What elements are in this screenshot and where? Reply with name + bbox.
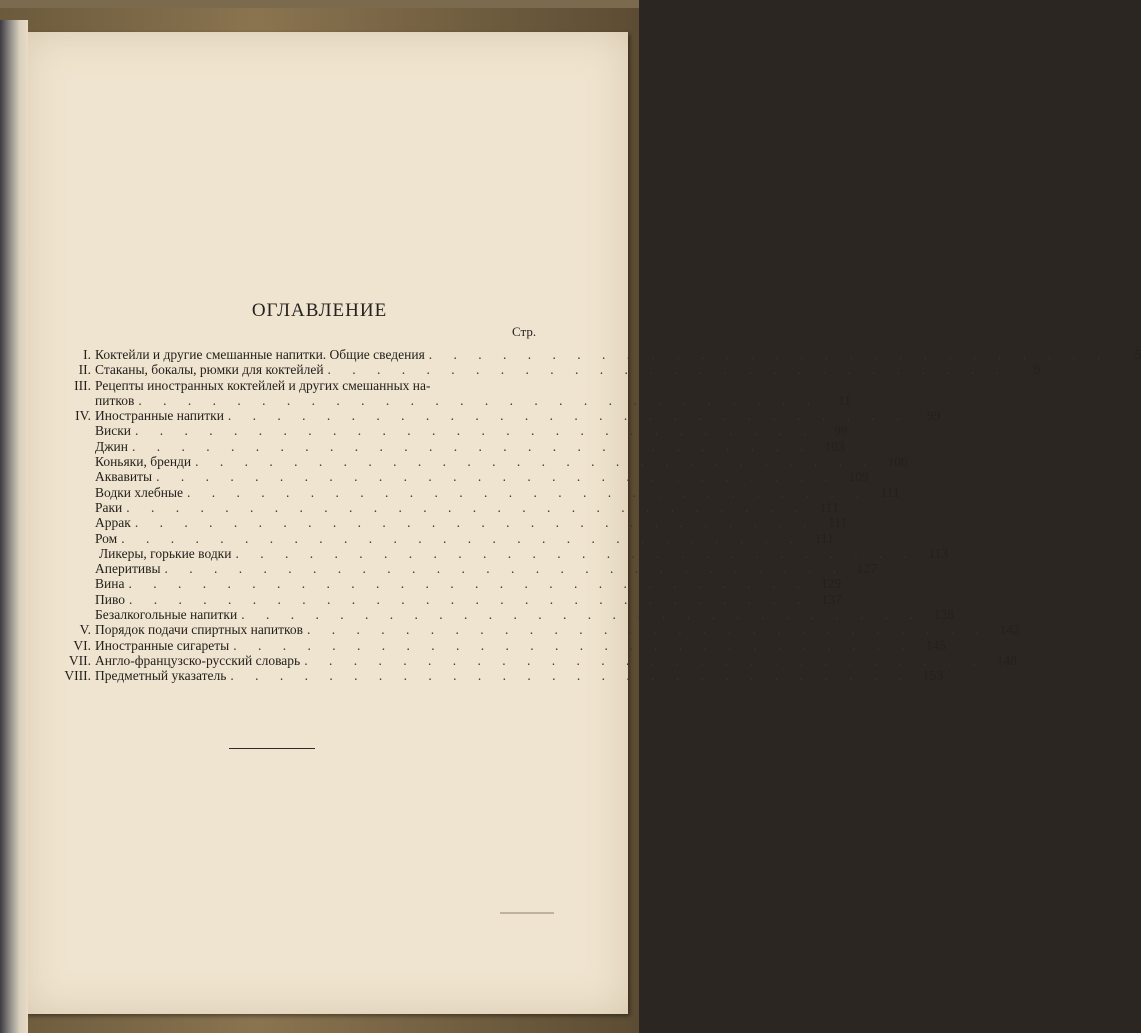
toc-page-number: 127: [856, 561, 878, 577]
toc-entry: [55, 530, 834, 546]
toc-entry-number: I.: [83, 347, 91, 362]
toc-page-number: 99: [834, 423, 848, 439]
page-title: [0, 300, 639, 322]
toc-page-number: 142: [999, 622, 1020, 638]
toc-entry: [55, 637, 946, 653]
toc-entry: [55, 622, 1020, 638]
toc-page-number: 145: [925, 637, 946, 653]
toc-dot-leader: . . . . . . . . . . . . . . . . . . . . . . . . . . . .: [304, 652, 985, 668]
toc-entry-title: Аррак: [95, 515, 131, 531]
toc-entry: [55, 454, 908, 470]
toc-entry-title: Коктейли и другие смешанные напитки. Общие сведения: [95, 347, 425, 362]
toc-dot-leader: . . . . . . . . . . . . . . . . . . . . . . . . . . . .: [128, 576, 810, 592]
toc-entry-title: Ликеры, горькие водки: [99, 545, 232, 561]
toc-dot-leader: . . . . . . . . . . . . . . . . . . . . . . . . . . . .: [156, 469, 837, 485]
page-smudge: [500, 912, 554, 914]
toc-entry-number: V.: [79, 622, 91, 638]
toc-entry: [55, 515, 848, 531]
toc-page-number: 106: [887, 454, 908, 470]
toc-page-number: 111: [880, 484, 900, 500]
toc-entry-title: Рецепты иностранных коктейлей и других смешанных на-: [95, 377, 431, 393]
toc-entry: [55, 607, 954, 623]
toc-entry-title: Ром: [95, 530, 118, 546]
toc-entry-title: Вина: [95, 576, 125, 592]
toc-dot-leader: . . . . . . . . . . . . . . . . . . . . . . . . . . . .: [164, 561, 846, 577]
page-column-header: Стр.: [512, 324, 537, 339]
toc-entry: [55, 561, 878, 577]
toc-dot-leader: . . . . . . . . . . . . . . . . . . . . . . . . . . . .: [233, 637, 914, 653]
toc-entry-number: II.: [78, 362, 91, 378]
toc-page-number: 99: [927, 408, 941, 424]
toc-page-number: 148: [996, 652, 1017, 668]
toc-entry-title: Водки хлебные: [95, 484, 184, 500]
toc-page-number: 153: [922, 668, 943, 684]
toc-page-number: 137: [821, 591, 842, 607]
toc-page-number: 11: [837, 392, 851, 408]
toc-entry: [55, 499, 839, 515]
toc-dot-leader: . . . . . . . . . . . . . . . . . . . . . . . . . . . .: [307, 622, 988, 638]
toc-dot-leader: . . . . . . . . . . . . . . . . . . . . . . . . . . . .: [134, 515, 816, 531]
toc-page-number: 129: [820, 576, 842, 592]
toc-dot-leader: . . . . . . . . . . . . . . . . . . . . . . . . . . . .: [187, 484, 868, 500]
toc-page-number: 5: [1134, 347, 1141, 362]
toc-entry: [55, 591, 842, 607]
toc-page-number: 103: [824, 438, 845, 454]
toc-entry: [55, 545, 949, 561]
toc-page-number: 113: [928, 545, 949, 561]
toc-entry-title: Виски: [95, 423, 132, 439]
toc-entry-title: Раки: [95, 499, 123, 515]
toc-entry: [55, 378, 545, 393]
toc-entry-number: III.: [74, 377, 91, 393]
toc-entry-title: Предметный указатель: [95, 668, 227, 684]
toc-dot-leader: . . . . . . . . . . . . . . . . . . . . . . . . . . . .: [121, 530, 802, 546]
toc-entry-number: VIII.: [64, 668, 91, 684]
toc-page-number: 111: [828, 515, 848, 531]
toc-dot-leader: . . . . . . . . . . . . . . . . . . . . . . . . . . . .: [428, 347, 1110, 362]
toc-dot-leader: . . . . . . . . . . . . . . . . . . . . . . . . . . . .: [235, 545, 917, 561]
toc-dot-leader: . . . . . . . . . . . . . . . . . . . . . . . . . . . .: [129, 591, 810, 607]
toc-page-number: 111: [814, 530, 834, 546]
toc-entry-title: Иностранные напитки: [95, 408, 224, 424]
toc-entry: [55, 484, 900, 500]
toc-entry: [55, 652, 1017, 668]
toc-dot-leader: . . . . . . . . . . . . . . . . . . . . . . . . . . . .: [241, 607, 922, 623]
toc-entry-title: Безалкогольные напитки: [95, 607, 238, 623]
toc-entry-title: Аперитивы: [95, 561, 161, 577]
toc-entry: [55, 469, 869, 485]
toc-entry: [55, 438, 845, 454]
toc-dot-leader: . . . . . . . . . . . . . . . . . . . . . . . . . . . .: [126, 499, 807, 515]
toc-entry: [55, 392, 851, 408]
toc-entry: [55, 362, 1041, 378]
toc-dot-leader: . . . . . . . . . . . . . . . . . . . . . . . . . . . .: [327, 362, 1009, 378]
table-of-contents: [55, 347, 1141, 684]
toc-entry-title: Стаканы, бокалы, рюмки для коктейлей: [95, 362, 324, 378]
toc-dot-leader: . . . . . . . . . . . . . . . . . . . . . . . . . . . .: [135, 423, 816, 439]
toc-dot-leader: . . . . . . . . . . . . . . . . . . . . . . . . . . . .: [138, 392, 819, 408]
toc-page-number: 138: [933, 607, 954, 623]
toc-page-number: 9: [1033, 362, 1041, 378]
toc-entry-title: питков: [95, 392, 135, 408]
title-text: ОГЛАВЛЕНИЕ: [251, 300, 388, 321]
toc-dot-leader: . . . . . . . . . . . . . . . . . . . . . . . . . . . .: [227, 408, 909, 424]
toc-entry-title: Иностранные сигареты: [95, 637, 230, 653]
divider-line: [229, 748, 315, 749]
toc-entry: [55, 576, 842, 592]
toc-entry-title: Аквавиты: [95, 469, 153, 485]
toc-dot-leader: . . . . . . . . . . . . . . . . . . . . . . . . . . . .: [132, 438, 813, 454]
toc-entry-title: Порядок подачи спиртных напитков: [95, 622, 304, 638]
toc-entry: [55, 408, 941, 424]
toc-entry-title: Коньяки, бренди: [95, 454, 192, 470]
toc-entry: [55, 423, 848, 439]
toc-dot-leader: . . . . . . . . . . . . . . . . . . . . . . . . . . . .: [195, 454, 876, 470]
toc-page-number: 109: [848, 469, 869, 485]
toc-entry-title: Англо-французско-русский словарь: [95, 652, 301, 668]
toc-entry: [55, 668, 943, 684]
toc-entry-number: VI.: [73, 637, 91, 653]
page-left-edge: [0, 20, 28, 1033]
toc-entry-number: VII.: [68, 652, 91, 668]
toc-entry-title: Джин: [95, 438, 128, 454]
toc-entry-number: IV.: [75, 408, 91, 424]
toc-page-number: 111: [819, 499, 839, 515]
toc-dot-leader: . . . . . . . . . . . . . . . . . . . . . . . . . . . .: [230, 668, 911, 684]
toc-entry: [55, 347, 1141, 362]
toc-entry-title: Пиво: [95, 591, 126, 607]
